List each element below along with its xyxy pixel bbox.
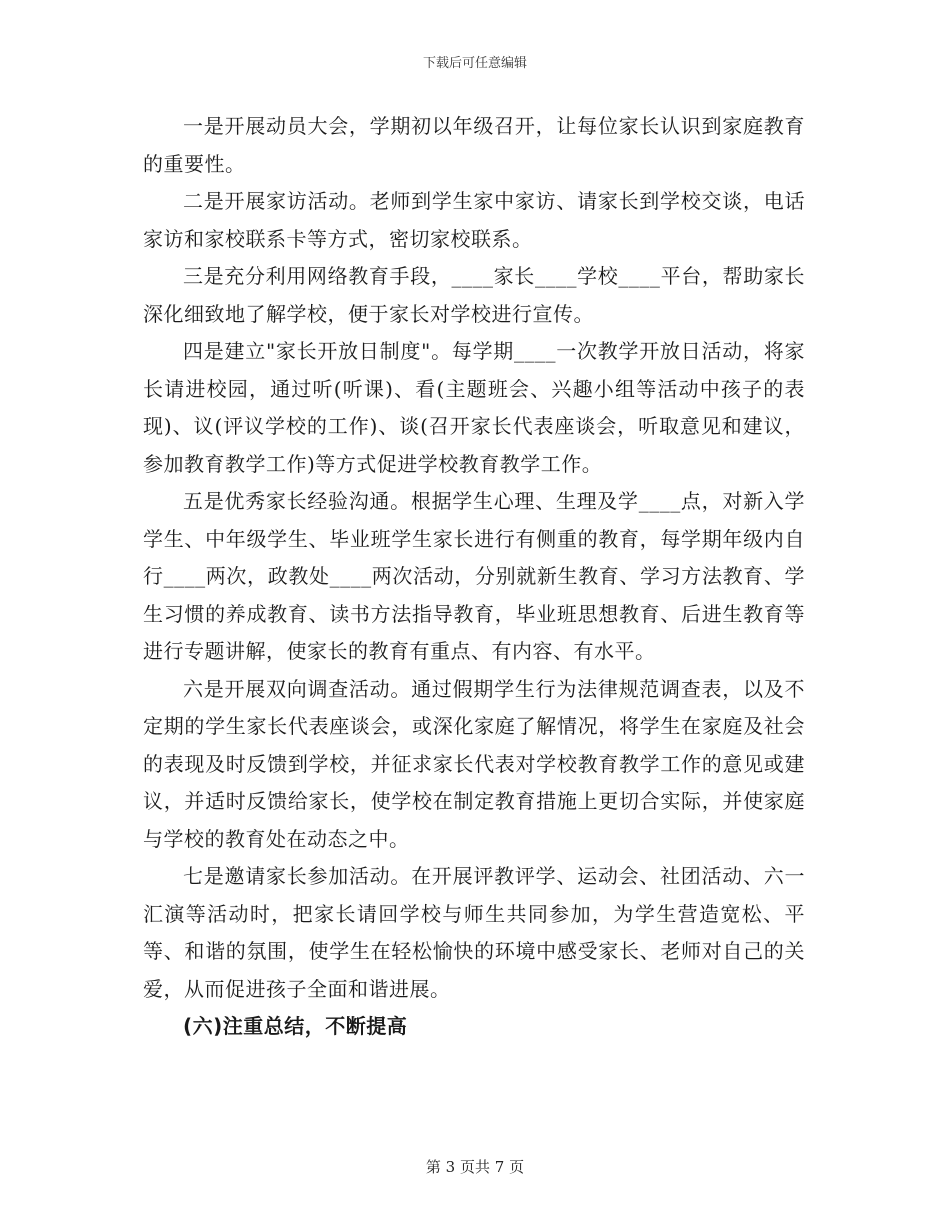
paragraph-3: 三是充分利用网络教育手段，____家长____学校____平台，帮助家长深化细致地了解学校，便于家长对学校进行宣传。 <box>143 264 805 326</box>
page-indicator: 第 3 页共 7 页 <box>425 1158 525 1176</box>
paragraph-5: 五是优秀家长经验沟通。根据学生心理、生理及学____点，对新入学学生、中年级学生、毕业班学生家长进行有侧重的教育，每学期年级内自行____两次，政教处____两次活动，分别就新生教育、学习方法教育、学生习惯的养成教育、读书方法指导教育，毕业班思想教育、后进生教育等进行专题讲解，使家长的教育有重点、有内容、有水平。 <box>143 489 805 663</box>
document-body <box>143 108 805 1046</box>
paragraph-7: 七是邀请家长参加活动。在开展评教评学、运动会、社团活动、六一汇演等活动时，把家长请回学校与师生共同参加，为学生营造宽松、平等、和谐的氛围，使学生在轻松愉快的环境中感受家长、老师对自己的关爱，从而促进孩子全面和谐进展。 <box>143 864 805 1001</box>
paragraph-1: 一是开展动员大会，学期初以年级召开，让每位家长认识到家庭教育的重要性。 <box>143 114 805 176</box>
paragraph-2: 二是开展家访活动。老师到学生家中家访、请家长到学校交谈，电话家访和家校联系卡等方式，密切家校联系。 <box>143 189 805 251</box>
paragraph-6: 六是开展双向调查活动。通过假期学生行为法律规范调查表，以及不定期的学生家长代表座谈会，或深化家庭了解情况，将学生在家庭及社会的表现及时反馈到学校，并征求家长代表对学校教育教学工作的意见或建议，并适时反馈给家长，使学校在制定教育措施上更切合实际，并使家庭与学校的教育处在动态之中。 <box>143 676 805 851</box>
section-heading: (六)注重总结，不断提高 <box>183 1014 408 1038</box>
paragraph-4: 四是建立"家长开放日制度"。每学期____一次教学开放日活动，将家长请进校园，通过听(听课)、看(主题班会、兴趣小组等活动中孩子的表现)、议(评议学校的工作)、谈(召开家长代表座谈会，听取意见和建议，参加教育教学工作)等方式促进学校教育教学工作。 <box>143 339 805 476</box>
header-note: 下载后可任意编辑 <box>422 56 527 71</box>
